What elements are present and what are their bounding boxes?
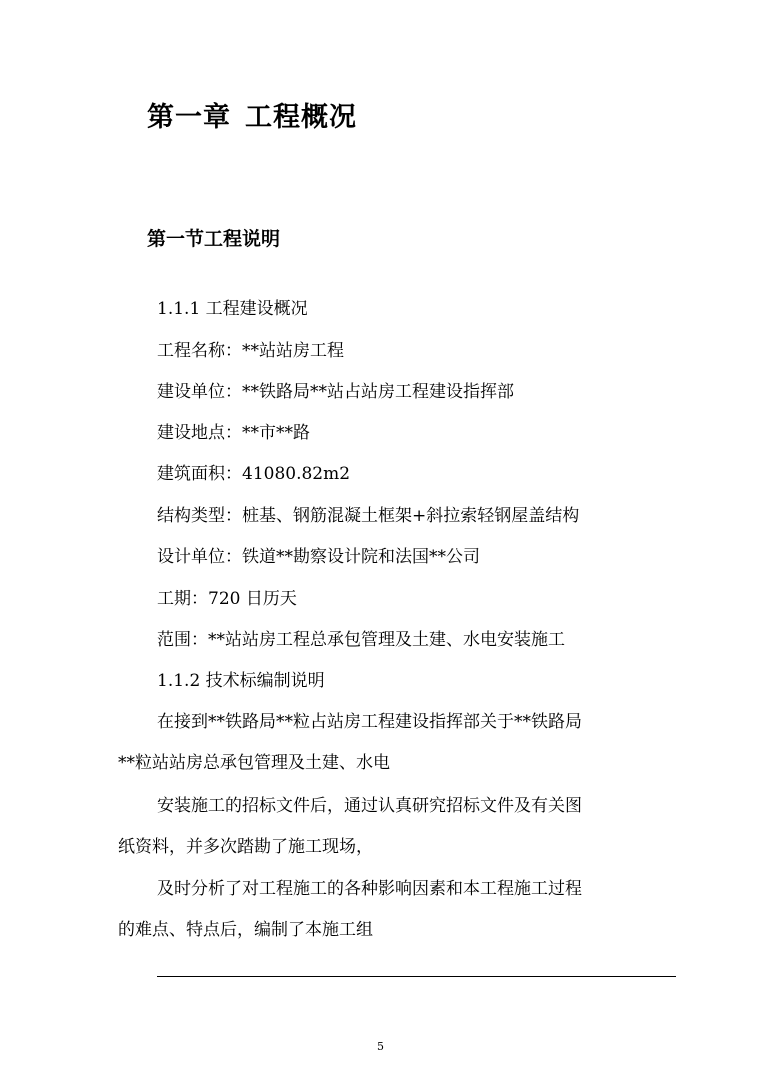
field-value: **站站房工程总承包管理及土建、水电安装施工 — [208, 630, 565, 650]
field-value: **市**路 — [242, 423, 310, 443]
paragraph-line: 纸资料，并多次踏勘了施工现场， — [118, 837, 373, 857]
field-label: 建设地点： — [157, 423, 242, 443]
field-project-name — [157, 338, 344, 364]
paragraph-line: 的难点、特点后，编制了本施工组 — [118, 920, 373, 940]
field-label: 工程名称： — [157, 341, 242, 361]
field-floor-area — [157, 461, 350, 487]
subsection-heading-1-1-1: 1.1.1 工程建设概况 — [157, 299, 308, 319]
field-value: **站站房工程 — [242, 341, 344, 361]
field-value: 720 日历天 — [208, 589, 297, 609]
field-design-unit — [157, 544, 480, 570]
page-number: 5 — [377, 1040, 384, 1053]
field-value: 铁道**勘察设计院和法国**公司 — [242, 547, 480, 567]
paragraph-line: **粒站站房总承包管理及土建、水电 — [118, 753, 390, 773]
paragraph-line: 及时分析了对工程施工的各种影响因素和本工程施工过程 — [157, 879, 582, 899]
paragraph-line: 在接到**铁路局**粒占站房工程建设指挥部关于**铁路局 — [157, 712, 582, 732]
field-value: 41080.82m2 — [242, 464, 351, 484]
field-duration — [157, 586, 297, 612]
paragraph-line: 安装施工的招标文件后，通过认真研究招标文件及有关图 — [157, 796, 582, 816]
footnote-divider — [157, 976, 676, 977]
field-label: 工期： — [157, 589, 208, 609]
subsection-heading-1-1-2: 1.1.2 技术标编制说明 — [157, 671, 325, 691]
field-value: 桩基、钢筋混凝土框架+斜拉索轻钢屋盖结构 — [242, 506, 580, 526]
section-heading: 第一节工程说明 — [147, 228, 281, 250]
field-construction-unit — [157, 379, 514, 405]
field-scope — [157, 627, 565, 653]
field-label: 范围： — [157, 630, 208, 650]
field-structure-type — [157, 503, 579, 529]
chapter-title: 工程概况 — [245, 102, 357, 133]
field-location — [157, 420, 310, 446]
field-label: 建筑面积： — [157, 464, 242, 484]
field-label: 建设单位： — [157, 382, 242, 402]
chapter-number: 第一章 — [147, 102, 231, 133]
field-value: **铁路局**站占站房工程建设指挥部 — [242, 382, 514, 402]
chapter-heading — [147, 98, 357, 138]
field-label: 结构类型： — [157, 506, 242, 526]
field-label: 设计单位： — [157, 547, 242, 567]
